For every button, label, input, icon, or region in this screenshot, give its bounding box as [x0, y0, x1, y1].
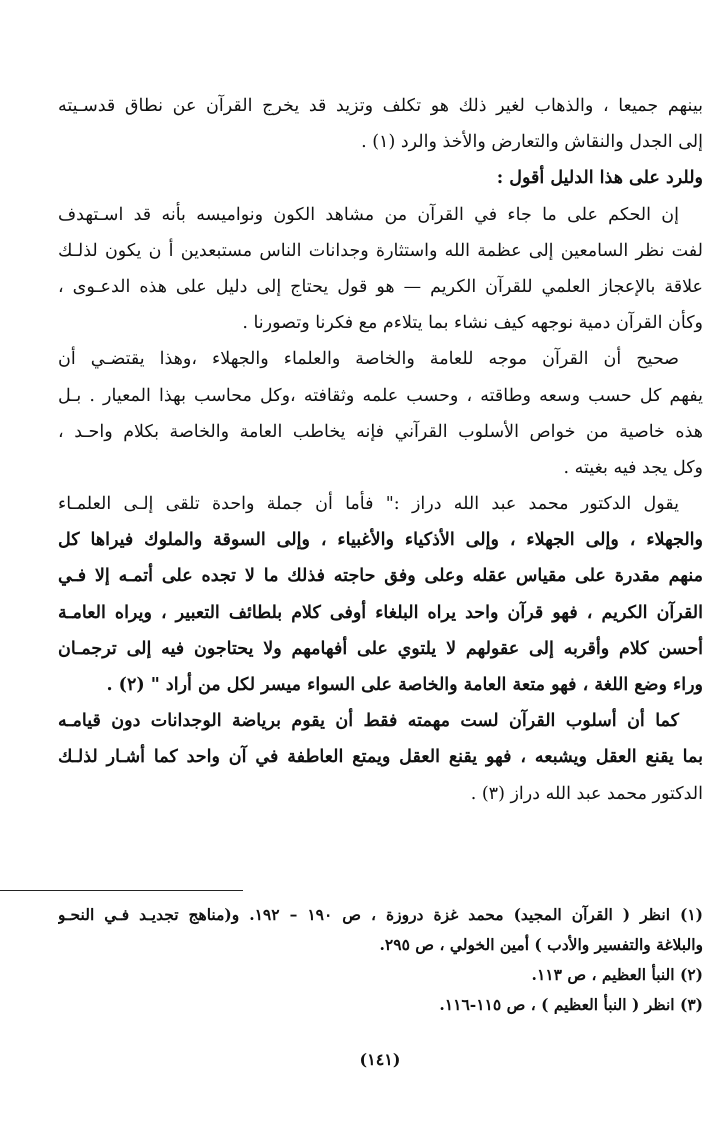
- page-number: (١٤١): [359, 1050, 401, 1069]
- body-line-19: بما يقنع العقل ويشبعه ، فهو يقنع العقل ويمتع العاطفة في آن واحد كما أشـار لذلـك: [58, 747, 703, 768]
- body-line-1: بينهم جميعا ، والذهاب لغير ذلك هو تكلف وتزيد قد يخرج القرآن عن نطاق قدسـيته: [58, 96, 703, 116]
- body-line-6: علاقة بالإعجاز العلمي للقرآن الكريم — هو قول يحتاج إلى دليل على هذه الدعـوى ،: [58, 276, 703, 297]
- body-line-10: هذه خاصية من خواص الأسلوب القرآني فإنه يخاطب العامة والخاصة بكلام واحـد ،: [58, 421, 703, 442]
- footnote-3: (٣) انظر ( النبأ العظيم ) ، ص ١١٥-١١٦.: [439, 995, 703, 1014]
- quote-line-3: منهم مقدرة على مقياس عقله وعلى وفق حاجته فذلك ما لا تجده على أتمـه إلا فـي: [58, 566, 703, 587]
- footnote-2: (٢) النبأ العظيم ، ص ١١٣.: [531, 965, 703, 984]
- quote-line-1: يقول الدكتور محمد عبد الله دراز :" فأما أن جملة واحدة تلقى إلـى العلمـاء: [58, 494, 679, 515]
- quote-line-6: وراء وضع اللغة ، فهو متعة العامة والخاصة على السواء ميسر لكل من أراد " (٢) .: [106, 675, 703, 695]
- body-line-9: يفهم كل حسب وسعه وطاقته ، وحسب علمه وثقافته ،وكل محاسب بهذا المعيار . بـل: [58, 385, 703, 406]
- footnote-1-line-1: (١) انظر ( القرآن المجيد) محمد غزة دروزة ، ص ١٩٠ – ١٩٢. و(مناهج تجديـد فـي النحـو: [58, 905, 703, 924]
- quote-line-2: والجهلاء ، وإلى الجهلاء ، وإلى الأذكياء والأغبياء ، وإلى السوقة والملوك فيراها كل: [58, 530, 703, 551]
- section-heading: وللرد على هذا الدليل أقول :: [496, 168, 703, 189]
- body-text: [0, 88, 703, 812]
- footnotes: [0, 900, 703, 1020]
- body-line-2: إلى الجدل والنقاش والتعارض والأخذ والرد (١) .: [361, 132, 703, 153]
- body-line-5: لفت نظر السامعين إلى عظمة الله واستثارة وجدانات الناس مستبعدين أ ن يكون لذلـك: [58, 240, 703, 261]
- quote-line-5: أحسن كلام وأقربه إلى عقولهم لا يلتوي على أفهامهم ولا يحتاجون فيه إلى ترجمـان: [58, 638, 703, 659]
- body-line-7: وكأن القرآن دمية نوجهه كيف نشاء بما يتلاءم مع فكرنا وتصورنا .: [242, 313, 703, 334]
- body-line-8: صحيح أن القرآن موجه للعامة والخاصة والعلماء والجهلاء ،وهذا يقتضـي أن: [58, 349, 679, 370]
- body-line-20: الدكتور محمد عبد الله دراز (٣) .: [470, 783, 703, 804]
- body-line-18: كما أن أسلوب القرآن لست مهمته فقط أن يقوم برياضة الوجدانات دون قيامـه: [58, 711, 679, 732]
- footnote-separator: [0, 890, 243, 891]
- quote-line-4: القرآن الكريم ، فهو قرآن واحد يراه البلغاء أوفى كلام بلطائف التعبير ، ويراه العامـة: [58, 602, 703, 623]
- body-line-11: وكل يجد فيه بغيته .: [563, 457, 703, 478]
- footnote-1-line-2: والبلاغة والتفسير والأدب ) أمين الخولي ، ص ٢٩٥.: [379, 935, 703, 954]
- body-line-4: إن الحكم على ما جاء في القرآن من مشاهد الكون ونواميسه بأنه قد اسـتهدف: [58, 204, 679, 225]
